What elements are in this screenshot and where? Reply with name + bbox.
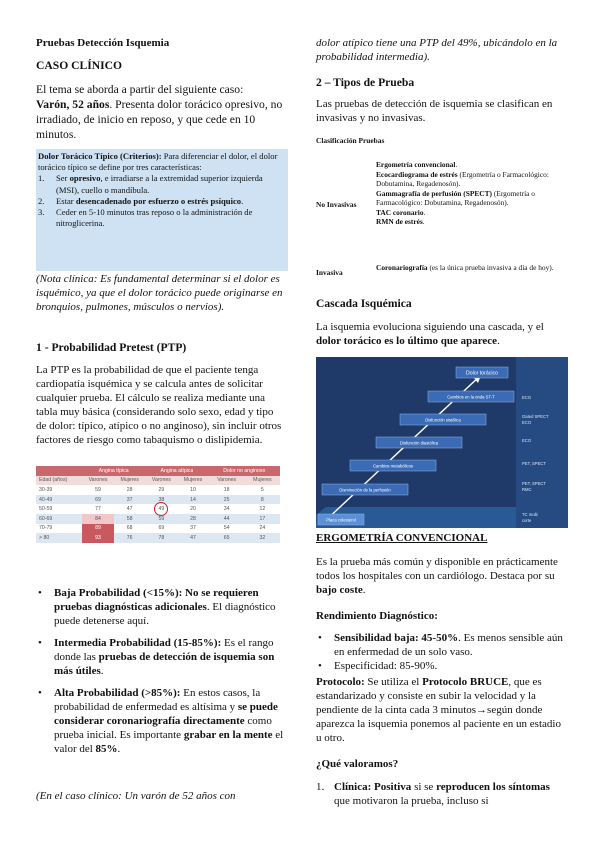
no-invasive-tests-list [376,160,566,227]
document-title: Pruebas Detección Isquemia [36,37,170,49]
criteria-item: 3. Ceder en 5-10 minutos tras reposo o la administración de nitroglicerina. [38,207,253,229]
table-cell: 59 [82,485,114,495]
table-cell: 29 [145,485,177,495]
table-cell: 47 [114,504,145,514]
sensitivity-item: • Sensibilidad baja: 45-50%. Es menos sensible aún en enfermedad de un solo vaso. [316,631,564,659]
table-age-cell: 30-39 [36,485,82,495]
table-cell: 34 [209,504,245,514]
table-subheader: Varones [82,476,114,486]
table-cell: 12 [245,504,280,514]
table-cell: 20 [177,504,208,514]
invasive-test: Coronariografía (es la única prueba invasiva a día de hoy). [376,263,554,272]
table-cell: 54 [209,524,245,534]
case-intro: El tema se aborda a partir del siguiente caso: Varón, 52 años. Presenta dolor torácico opresivo, no irradiado, de inicio en reposo, y que cede en 10 minutos. [36,83,283,141]
case-continued-note: dolor atípico tiene una PTP del 49%, ubicándolo en la probabilidad intermedia). [316,37,558,63]
table-age-cell: 60-69 [36,514,82,524]
cascade-side-label: PET, SPECT [522,461,546,466]
table-subheader: Edad (años) [36,476,82,486]
test-item: Ergometría convencional. [376,160,458,169]
cascade-step-label: Disfunción sistólica [425,417,461,423]
table-cell: 58 [114,514,145,524]
probability-bullets [36,586,284,756]
table-age-cell: 70-79 [36,524,82,534]
performance-heading: Rendimiento Diagnóstico: [316,610,438,622]
table-cell: 5 [245,485,280,495]
performance-list [316,631,564,673]
table-row [36,533,280,543]
criteria-item: 1. Ser opresivo, e irradiarse a la extremidad superior izquierda (MSI), cuello o mandíbula. [38,173,263,195]
table-cell: 89 [82,524,114,534]
criteria-list [38,173,286,229]
cascade-side-label: ECO [522,420,532,425]
table-cell: 44 [209,514,245,524]
classification-title: Clasificación Pruebas [316,136,385,145]
table-age-cell: 50-59 [36,504,82,514]
test-item: RMN de estrés. [376,217,425,226]
test-item: Gammagrafía de perfusión (SPECT) (Ergometría o Farmacológico: Dobutamina, Regadenosón). [376,188,535,207]
table-cell: 14 [177,495,208,505]
cascade-step-label: Placa colesterol [326,517,356,523]
cascade-heading: Cascada Isquémica [316,297,412,310]
bullet-intermediate: • Intermedia Probabilidad (15-85%): Es el rango donde las pruebas de detección de isquemia son más útiles. [36,636,284,678]
table-group-header: Dolor no anginoso [209,466,280,476]
table-cell: 38 [145,495,177,505]
table-cell: 24 [245,524,280,534]
evaluate-heading: ¿Qué valoramos? [316,758,399,770]
table-cell: 32 [245,533,280,543]
criteria-box [36,149,288,271]
criteria-item: 2. Estar desencadenado por esfuerzo o estrés psíquico. [38,195,244,206]
cascade-step-label: Cambios metabólicos [372,463,414,469]
table-cell: 84 [82,514,114,524]
ergometry-paragraph: Es la prueba más común y disponible en prácticamente todos los hospitales con un cardiólogo. Destaca por su bajo coste. [316,556,558,596]
table-cell: 76 [114,533,145,543]
table-cell: 93 [82,533,114,543]
table-cell: 10 [177,485,208,495]
ptp-table [36,466,280,543]
cascade-side-label: ECG [522,395,532,400]
table-cell: 65 [209,533,245,543]
table-cell: 37 [177,524,208,534]
cascade-side-label: PET, SPECT [522,481,546,486]
section-ptp-heading: 1 - Probabilidad Pretest (PTP) [36,341,187,354]
ergometry-heading: ERGOMETRÍA CONVENCIONAL [316,532,488,544]
criteria-intro: Dolor Torácico Típico (Criterios): Para diferenciar el dolor, el dolor torácico típico se define por tres características: [38,151,278,173]
table-group-header: Angina atípica [145,466,208,476]
cascade-step-label: Dolor torácico [465,370,499,377]
table-header-groups [36,466,280,476]
table-row [36,485,280,495]
table-cell: 18 [209,485,245,495]
table-cell: 69 [82,495,114,505]
table-cell: 78 [145,533,177,543]
table-subheader: Varones [145,476,177,486]
table-subheader: Varones [209,476,245,486]
table-cell: 47 [177,533,208,543]
bullet-low: • Baja Probabilidad (<15%): No se requieren pruebas diagnósticas adicionales. El diagnóstico puede detenerse aquí. [36,586,284,628]
cascade-paragraph: La isquemia evoluciona siguiendo una cascada, y el dolor torácico es lo último que aparece. [316,321,544,347]
case-bottom-note: (En el caso clínico: Un varón de 52 años con [36,790,236,802]
table-cell: 49 [145,504,177,514]
table-cell: 77 [82,504,114,514]
cascade-step-label: Disfunción diastólica [399,440,439,446]
ischemic-cascade-diagram [316,357,568,528]
table-group-header: Angina típica [82,466,145,476]
cascade-side-label: TC multi [522,512,538,517]
cascade-side-label: Gated SPECT [522,414,549,419]
specificity-item: • Especificidad: 85-90%. [316,659,564,673]
table-cell: 69 [145,524,177,534]
cascade-step-label: Cambios en la onda ST-T [447,394,495,400]
table-cell: 25 [209,495,245,505]
table-subheader: Mujeres [177,476,208,486]
types-paragraph: Las pruebas de detección de isquemia se clasifican en invasivas y no invasivas. [316,98,553,124]
label-invasiva: Invasiva [316,268,343,277]
table-cell: 59 [145,514,177,524]
ptp-paragraph: La PTP es la probabilidad de que el paciente tenga cardiopatía isquémica y se calcula antes de solicitar cualquier prueba. El cálculo se realiza mediante una tabla muy básica (considerando solo sexo, edad y tipo de dolor: típico, atípico o no anginoso), sin incluir otros factores de riesgo como tabaquismo o dislipidemia. [36,364,282,446]
cascade-side-label: corte [522,518,532,523]
table-cell: 37 [114,495,145,505]
evaluate-list [316,780,564,808]
section-types-heading: 2 – Tipos de Prueba [316,76,415,89]
table-subheader-row [36,476,280,486]
table-cell: 8 [245,495,280,505]
table-cell: 28 [177,514,208,524]
cascade-side-label: ECO [522,438,532,443]
table-age-cell: 40-49 [36,495,82,505]
test-item: Ecocardiograma de estrés (Ergometría o Farmacológico: Dobutamina, Regadenosón). [376,169,549,188]
evaluate-item: 1. Clínica: Positiva si se reproducen los síntomas que motivaron la prueba, incluso si [316,781,550,807]
table-cell: 17 [245,514,280,524]
table-cell: 68 [114,524,145,534]
test-item: TAC coronario. [376,207,426,217]
case-heading: CASO CLÍNICO [36,59,123,72]
table-age-cell: > 80 [36,533,82,543]
table-row [36,504,280,514]
table-subheader: Mujeres [114,476,145,486]
bullet-high: • Alta Probabilidad (>85%): En estos casos, la probabilidad de enfermedad es altísima y se puede considerar coronariografía directamente como prueba inicial. Es importante grabar en la mente el valor del 85%. [36,686,284,756]
table-subheader: Mujeres [245,476,280,486]
protocol-paragraph: Protocolo: Se utiliza el Protocolo BRUCE, que es estandarizado y consiste en subir la velocidad y la pendiente de la cinta cada 3 minutos→según donde aparezca la isquemia ponemos al paciente en un estadio u otro. [316,676,561,744]
table-cell: 28 [114,485,145,495]
label-no-invasivas: No Invasivas [316,200,357,209]
cascade-step-label: Disminución de la perfusión [339,487,391,493]
table-row [36,524,280,534]
cascade-side-label: RMC [522,487,532,492]
clinical-note: (Nota clínica: Es fundamental determinar si el dolor es isquémico, ya que el dolor torácico puede originarse en bronquios, pulmones, músculos o nervios). [36,273,283,313]
